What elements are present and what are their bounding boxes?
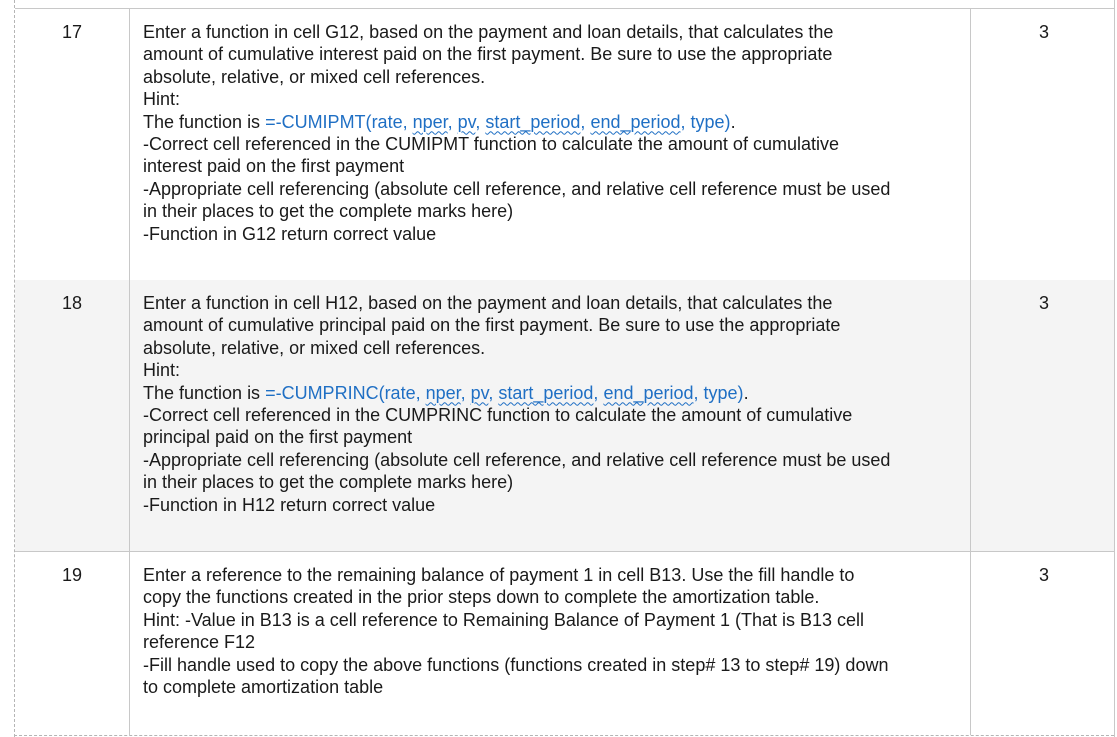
function-prefix: The function is [143, 382, 266, 403]
criteria-line: interest paid on the first payment [143, 156, 405, 177]
step-number: 17 [62, 22, 83, 42]
instruction-text [143, 564, 961, 698]
instruction-line: copy the functions created in the prior steps down to complete the amortization table. [143, 587, 820, 608]
criteria-line: -Function in G12 return correct value [143, 223, 437, 244]
arg-pv: pv [457, 111, 476, 132]
arg-rate: rate, [371, 111, 413, 132]
function-prefix: The function is [143, 111, 266, 132]
arg-nper: nper [412, 111, 448, 132]
instruction-cell [130, 552, 971, 735]
instruction-line: amount of cumulative interest paid on the first payment. Be sure to use the appropriate [143, 44, 833, 65]
instruction-line: Enter a function in cell G12, based on the payment and loan details, that calculates the [143, 22, 834, 42]
marks-cell [971, 280, 1114, 551]
marks-value: 3 [1039, 22, 1050, 42]
arg-separator: , [593, 382, 604, 403]
hint-label: Hint: [143, 360, 181, 381]
function-end: . [730, 111, 736, 132]
instruction-cell [130, 280, 971, 551]
marks-value: 3 [1039, 293, 1050, 313]
function-syntax [265, 112, 731, 132]
arg-rate: rate, [384, 382, 426, 403]
instruction-line: reference F12 [143, 632, 256, 653]
marks-cell [971, 9, 1114, 280]
function-name: =-CUMPRINC( [265, 382, 385, 403]
instruction-line: Hint: -Value in B13 is a cell reference to Remaining Balance of Payment 1 (That is B13 cell [143, 609, 865, 630]
criteria-line: in their places to get the complete marks here) [143, 201, 514, 222]
marks-value: 3 [1039, 565, 1050, 585]
instruction-text [143, 292, 961, 516]
arg-separator: , [488, 382, 499, 403]
criteria-line: -Correct cell referenced in the CUMIPMT function to calculate the amount of cumulative [143, 134, 839, 155]
instruction-line: -Fill handle used to copy the above functions (functions created in step# 13 to step# 19) down [143, 654, 889, 675]
criteria-line: in their places to get the complete marks here) [143, 472, 514, 493]
function-hint-line [143, 111, 961, 133]
function-end: . [743, 382, 749, 403]
step-number-cell [15, 552, 130, 735]
arg-end-period: end_period [603, 382, 694, 403]
function-syntax [265, 383, 744, 403]
instruction-cell [130, 9, 971, 280]
instruction-line: absolute, relative, or mixed cell references. [143, 337, 486, 358]
criteria-line: -Appropriate cell referencing (absolute cell reference, and relative cell reference must be used [143, 178, 891, 199]
step-number: 18 [62, 293, 83, 313]
arg-start-period: start_period [498, 382, 594, 403]
criteria-line: -Function in H12 return correct value [143, 494, 436, 515]
table-row [15, 552, 1114, 735]
criteria-line: -Appropriate cell referencing (absolute cell reference, and relative cell reference must be used [143, 449, 891, 470]
arg-separator: , [475, 111, 486, 132]
instruction-line: Enter a reference to the remaining balance of payment 1 in cell B13. Use the fill handle to [143, 565, 855, 585]
arg-end-period: end_period [590, 111, 681, 132]
page-bottom-edge [14, 735, 1114, 736]
instruction-line: amount of cumulative principal paid on the first payment. Be sure to use the appropriate [143, 315, 841, 336]
marks-cell [971, 552, 1114, 735]
table-row [15, 8, 1114, 281]
arg-nper: nper [425, 382, 461, 403]
grading-table [15, 0, 1115, 737]
function-hint-line [143, 382, 961, 404]
arg-type: , type) [693, 382, 744, 403]
table-row [15, 280, 1114, 552]
step-number: 19 [62, 565, 83, 585]
instruction-line: to complete amortization table [143, 677, 384, 698]
criteria-line: -Correct cell referenced in the CUMPRINC function to calculate the amount of cumulative [143, 405, 853, 426]
instruction-line: absolute, relative, or mixed cell references. [143, 66, 486, 87]
arg-type: , type) [680, 111, 731, 132]
instruction-line: Enter a function in cell H12, based on the payment and loan details, that calculates the [143, 293, 833, 313]
arg-separator: , [447, 111, 458, 132]
step-number-cell [15, 280, 130, 551]
function-name: =-CUMIPMT( [265, 111, 372, 132]
step-number-cell [15, 9, 130, 280]
hint-label: Hint: [143, 89, 181, 110]
instruction-text [143, 21, 961, 245]
arg-pv: pv [470, 382, 489, 403]
criteria-line: principal paid on the first payment [143, 427, 413, 448]
arg-start-period: start_period [485, 111, 581, 132]
arg-separator: , [460, 382, 471, 403]
arg-separator: , [580, 111, 591, 132]
